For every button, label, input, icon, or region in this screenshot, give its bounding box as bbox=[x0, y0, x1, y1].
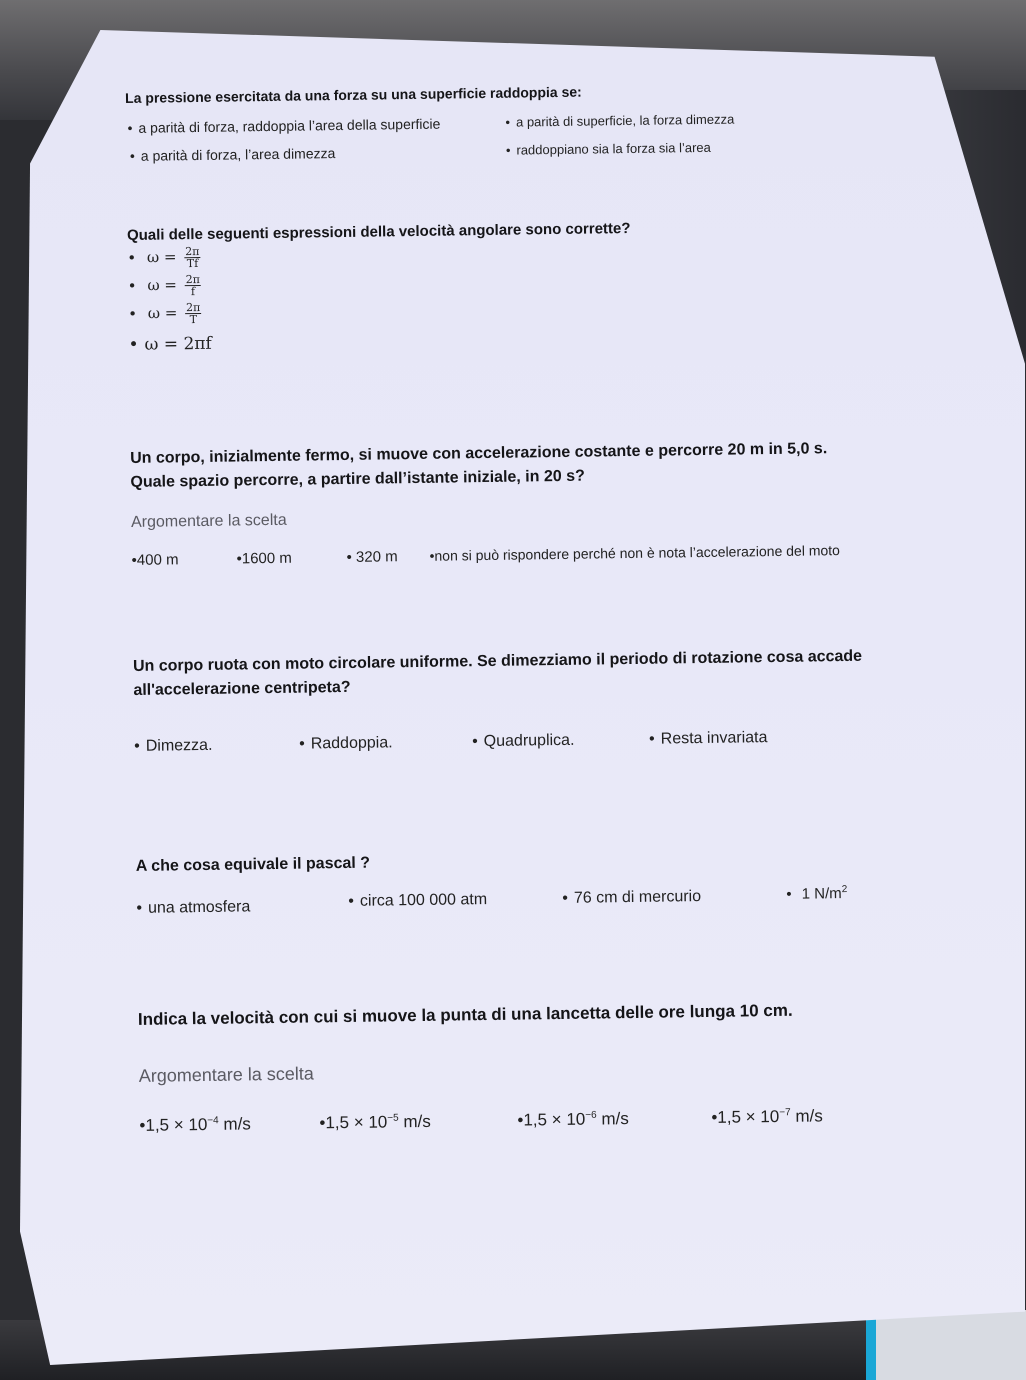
question-line-1: Un corpo ruota con moto circolare uniforme. Se dimezziamo il periodo di rotazione cosa accade bbox=[132, 647, 863, 675]
question-title: La pressione esercitata da una forza su una superficie raddoppia se: bbox=[125, 83, 582, 106]
question-accelerated-motion bbox=[130, 439, 951, 569]
mantissa: 1,5 × 10 bbox=[145, 1114, 208, 1135]
option-4: •non si può rispondere perché non è nota l’accelerazione del moto bbox=[429, 542, 840, 564]
argue-label: Argomentare la scelta bbox=[138, 1063, 314, 1086]
denominator: f bbox=[190, 285, 196, 299]
option-3: •1,5 × $10^{-6}$ m/s bbox=[517, 1109, 629, 1130]
exponent: −4 bbox=[207, 1115, 219, 1127]
fraction bbox=[185, 274, 202, 297]
unit-exponent: 2 bbox=[841, 883, 848, 896]
option-1: • Dimezza. bbox=[134, 737, 213, 756]
fraction bbox=[185, 302, 202, 325]
mantissa: 1,5 × 10 bbox=[523, 1109, 586, 1130]
denominator: Tf bbox=[186, 256, 199, 271]
question-line-2: all'accelerazione centripeta? bbox=[133, 678, 351, 699]
question-angular-velocity bbox=[126, 216, 947, 355]
mantissa: 1,5 × 10 bbox=[717, 1106, 780, 1127]
unit-base: 1 N/m bbox=[801, 885, 842, 903]
exponent: −5 bbox=[387, 1112, 399, 1124]
question-pascal bbox=[135, 846, 956, 917]
option-4: •1,5 × $10^{-7}$ m/s bbox=[711, 1106, 823, 1127]
omega-lhs: ω = bbox=[146, 247, 177, 267]
background-white-object bbox=[876, 1310, 1026, 1380]
option-2: •1,5 × $10^{-5}$ m/s bbox=[319, 1111, 431, 1133]
option-2: •1600 m bbox=[236, 549, 292, 568]
omega-lhs: ω = bbox=[147, 275, 178, 295]
exponent: −7 bbox=[779, 1107, 791, 1119]
question-title: Quali delle seguenti espressioni della velocità angolare sono corrette? bbox=[126, 219, 631, 244]
question-title: Indica la velocità con cui si muove la punta di una lancetta delle ore lunga 10 cm. bbox=[137, 1000, 793, 1029]
question-line-1: Un corpo, inizialmente fermo, si muove con accelerazione costante e percorre 20 m in 5,0 s. bbox=[130, 440, 828, 467]
worksheet bbox=[125, 79, 960, 1170]
option-3: • a parità di forza, l’area dimezza bbox=[130, 145, 336, 164]
question-centripetal bbox=[132, 646, 954, 755]
unit: m/s bbox=[223, 1114, 251, 1134]
option-1: • una atmosfera bbox=[136, 898, 250, 918]
numerator: 2π bbox=[185, 300, 201, 315]
numerator: 2π bbox=[185, 244, 200, 259]
fraction bbox=[184, 246, 201, 269]
unit: m/s bbox=[601, 1109, 629, 1129]
omega-lhs: ω = bbox=[147, 303, 178, 323]
exponent: −6 bbox=[585, 1109, 597, 1122]
option-2: • a parità di superficie, la forza dimezza bbox=[505, 111, 734, 129]
option-1 bbox=[127, 246, 201, 270]
option-4: • raddoppiano sia la forza sia l’area bbox=[506, 140, 711, 158]
unit: m/s bbox=[795, 1106, 823, 1126]
option-2: • circa 100 000 atm bbox=[348, 891, 487, 911]
option-3: • Quadruplica. bbox=[472, 732, 575, 751]
option-3: • 76 cm di mercurio bbox=[562, 888, 701, 908]
denominator: T bbox=[189, 313, 198, 327]
option-3: • 320 m bbox=[346, 548, 398, 566]
option-1: •400 m bbox=[131, 551, 179, 569]
question-line-2: Quale spazio percorre, a partire dall’istante iniziale, in 20 s? bbox=[130, 467, 585, 491]
option-4 bbox=[786, 884, 847, 903]
option-2: • Raddoppia. bbox=[299, 734, 393, 753]
question-clock-hand bbox=[137, 998, 958, 1135]
option-4: • Resta invariata bbox=[649, 729, 768, 749]
unit: m/s bbox=[403, 1111, 431, 1132]
option-1: • a parità di forza, raddoppia l’area della superficie bbox=[127, 116, 440, 136]
mantissa: 1,5 × 10 bbox=[325, 1112, 388, 1133]
argue-label: Argomentare la scelta bbox=[130, 511, 287, 531]
question-title: A che cosa equivale il pascal ? bbox=[135, 854, 371, 875]
numerator: 2π bbox=[185, 272, 200, 287]
option-1: •1,5 × $10^{-4}$ m/s bbox=[139, 1114, 251, 1135]
option-2 bbox=[128, 274, 202, 298]
option-3 bbox=[128, 302, 202, 326]
option-4: • ω = 2πf bbox=[128, 334, 212, 355]
